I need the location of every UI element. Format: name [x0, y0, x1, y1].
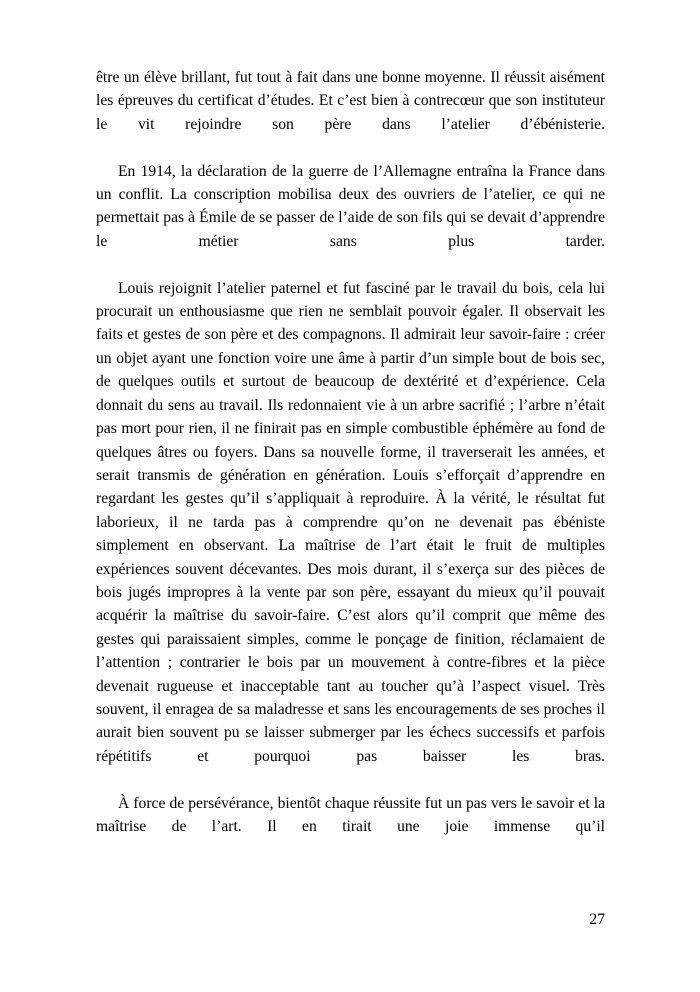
paragraph-4: À force de persévérance, bientôt chaque réussite fut un pas vers le savoir et la maîtrise de l’art. Il en tirait une joie immense qu’il [96, 794, 605, 835]
paragraph-2: En 1914, la déclaration de la guerre de l’Allemagne entraîna la France dans un conflit. La conscription mobilisa deux des ouvriers de l’atelier, ce qui ne permettait pas à Émile de se passer de l’aide de son fils qui se devait d’apprendre le métier sans plus tarder. [96, 162, 605, 250]
paragraph-3: Louis rejoignit l’atelier paternel et fut fasciné par le travail du bois, cela lui procurait un enthousiasme que rien ne semblait pouvoir égaler. Il observait les faits et gestes de son père et des compagnons. Il admirait leur savoir-faire : créer un objet ayant une fonction voire une âme à partir d’un simple bout de bois sec, de quelques outils et surtout de beaucoup de dextérité et d’expérience. Cela donnait du sens au travail. Ils redonnaient vie à un arbre sacrifié ; l’arbre n’était pas mort pour rien, il ne finirait pas en simple combustible éphémère au fond de quelques âtres ou foyers. Dans sa nouvelle forme, il traverserait les années, et serait transmis de génération en génération. Louis s’efforçait d’apprendre en regardant les gestes qu’il s’appliquait à reproduire. À la vérité, le résultat fut laborieux, il ne tarda pas à comprendre qu’on ne devenait pas ébéniste simplement en observant. La maîtrise de l’art était le fruit de multiples expériences souvent décevantes. Des mois durant, il s’exerça sur des pièces de bois jugés impropres à la vente par son père, essayant du mieux qu’il pouvait acquérir la maîtrise du savoir-faire. C’est alors qu’il comprit que même des gestes qui paraissaient simples, comme le ponçage de finition, réclamaient de l’attention ; contrarier le bois par un mouvement à contre-fibres et la pièce devenait rugueuse et inacceptable tant au toucher qu’à l’aspect visuel. Très souvent, il enragea de sa maladresse et sans les encouragements de ses proches il aurait bien souvent pu se laisser submerger par les échecs successifs et parfois répétitifs et pourquoi pas baisser les bras. [96, 279, 605, 765]
page-number: 27 [589, 911, 605, 928]
paragraph-1: être un élève brillant, fut tout à fait dans une bonne moyenne. Il réussit aisément les épreuves du certificat d’études. Et c’est bien à contrecœur que son instituteur le vit rejoindre son père dans l’atelier d’ébénisterie. [96, 69, 605, 133]
body-text-column [96, 66, 605, 862]
